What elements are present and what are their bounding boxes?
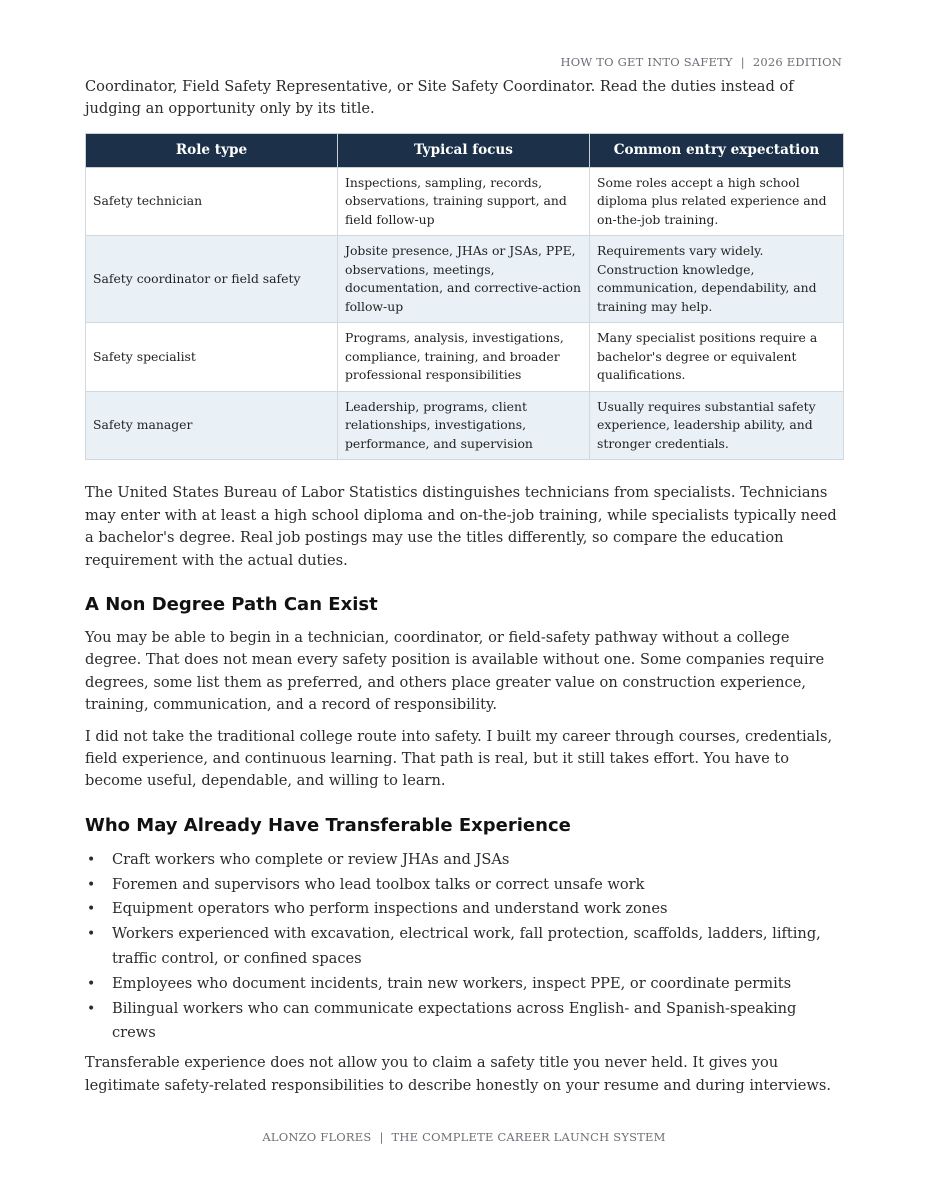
bullet-icon: • [87, 975, 96, 992]
list-item [87, 848, 843, 873]
role-cell: Safety coordinator or field safety [86, 236, 338, 323]
list-item-text: Bilingual workers who can communicate expectations across English- and Spanish-speaking crews [112, 999, 797, 1042]
role-cell: Safety specialist [86, 323, 338, 392]
bullet-icon: • [87, 926, 96, 943]
list-item [87, 972, 843, 997]
table-row [86, 323, 844, 392]
column-header-entry-expectation: Common entry expectation [590, 133, 844, 167]
table-header-row [86, 133, 844, 167]
intro-paragraph: Coordinator, Field Safety Representative, or Site Safety Coordinator. Read the duties instead of judging an opportunity only by its title. [85, 78, 794, 118]
footer-book-title: THE COMPLETE CAREER LAUNCH SYSTEM [391, 1130, 666, 1144]
bullet-icon: • [87, 876, 96, 893]
expectation-cell: Many specialist positions require a bachelor's degree or equivalent qualifications. [590, 323, 844, 392]
column-header-typical-focus: Typical focus [338, 133, 590, 167]
list-item [87, 873, 843, 898]
expectation-cell: Some roles accept a high school diploma plus related experience and on-the-job training. [590, 167, 844, 236]
list-item-text: Employees who document incidents, train new workers, inspect PPE, or coordinate permits [112, 974, 792, 992]
header-edition: 2026 EDITION [752, 55, 842, 69]
role-cell: Safety manager [86, 391, 338, 460]
focus-cell: Jobsite presence, JHAs or JSAs, PPE, observations, meetings, documentation, and corrective-action follow-up [338, 236, 590, 323]
list-item-text: Equipment operators who perform inspections and understand work zones [112, 900, 668, 918]
running-footer [0, 1130, 928, 1144]
header-book-title: HOW TO GET INTO SAFETY [560, 55, 733, 69]
table-row [86, 236, 844, 323]
section-heading-non-degree: A Non Degree Path Can Exist [85, 593, 378, 615]
header-separator: | [740, 55, 745, 69]
bullet-icon: • [87, 851, 96, 868]
footer-author: ALONZO FLORES [262, 1130, 372, 1144]
footer-separator: | [379, 1130, 384, 1144]
bullet-icon: • [87, 901, 96, 918]
bullet-icon: • [87, 1000, 96, 1017]
list-item-text: Foremen and supervisors who lead toolbox talks or correct unsafe work [112, 875, 645, 893]
table-row [86, 167, 844, 236]
bls-paragraph: The United States Bureau of Labor Statistics distinguishes technicians from specialists. Technicians may enter with at least a high school diploma and on-the-job training, while specialists typically need a bachelor's degree. Real job postings may use the titles differently, so compare the education requirement with the actual duties. [85, 484, 837, 569]
running-header [561, 55, 842, 69]
role-comparison-table [85, 133, 844, 461]
list-item [87, 897, 843, 922]
body-paragraph: I did not take the traditional college route into safety. I built my career through courses, credentials, field experience, and continuous learning. That path is real, but it still takes effort. You have to become useful, dependable, and willing to learn. [85, 727, 833, 790]
closing-paragraph: Transferable experience does not allow you to claim a safety title you never held. It gives you legitimate safety-related responsibilities to describe honestly on your resume and during interviews. [85, 1054, 832, 1094]
focus-cell: Inspections, sampling, records, observations, training support, and field follow-up [338, 167, 590, 236]
table-row [86, 391, 844, 460]
list-item [87, 922, 843, 972]
list-item-text: Craft workers who complete or review JHAs and JSAs [112, 850, 510, 868]
body-paragraph: You may be able to begin in a technician, coordinator, or field-safety pathway without a college degree. That does not mean every safety position is available without one. Some companies require degrees, some list them as preferred, and others place greater value on construction experience, training, communication, and a record of responsibility. [85, 628, 825, 714]
focus-cell: Leadership, programs, client relationships, investigations, performance, and supervision [338, 391, 590, 460]
transferable-experience-list [85, 848, 843, 1046]
column-header-role-type: Role type [86, 133, 338, 167]
focus-cell: Programs, analysis, investigations, compliance, training, and broader professional responsibilities [338, 323, 590, 392]
role-cell: Safety technician [86, 167, 338, 236]
expectation-cell: Usually requires substantial safety experience, leadership ability, and stronger credentials. [590, 391, 844, 460]
list-item-text: Workers experienced with excavation, electrical work, fall protection, scaffolds, ladders, lifting, traffic control, or confined spaces [112, 925, 821, 967]
expectation-cell: Requirements vary widely. Construction knowledge, communication, dependability, and training may help. [590, 236, 844, 323]
section-heading-transferable: Who May Already Have Transferable Experience [85, 814, 571, 836]
list-item [87, 997, 843, 1047]
page-content [85, 76, 843, 1106]
